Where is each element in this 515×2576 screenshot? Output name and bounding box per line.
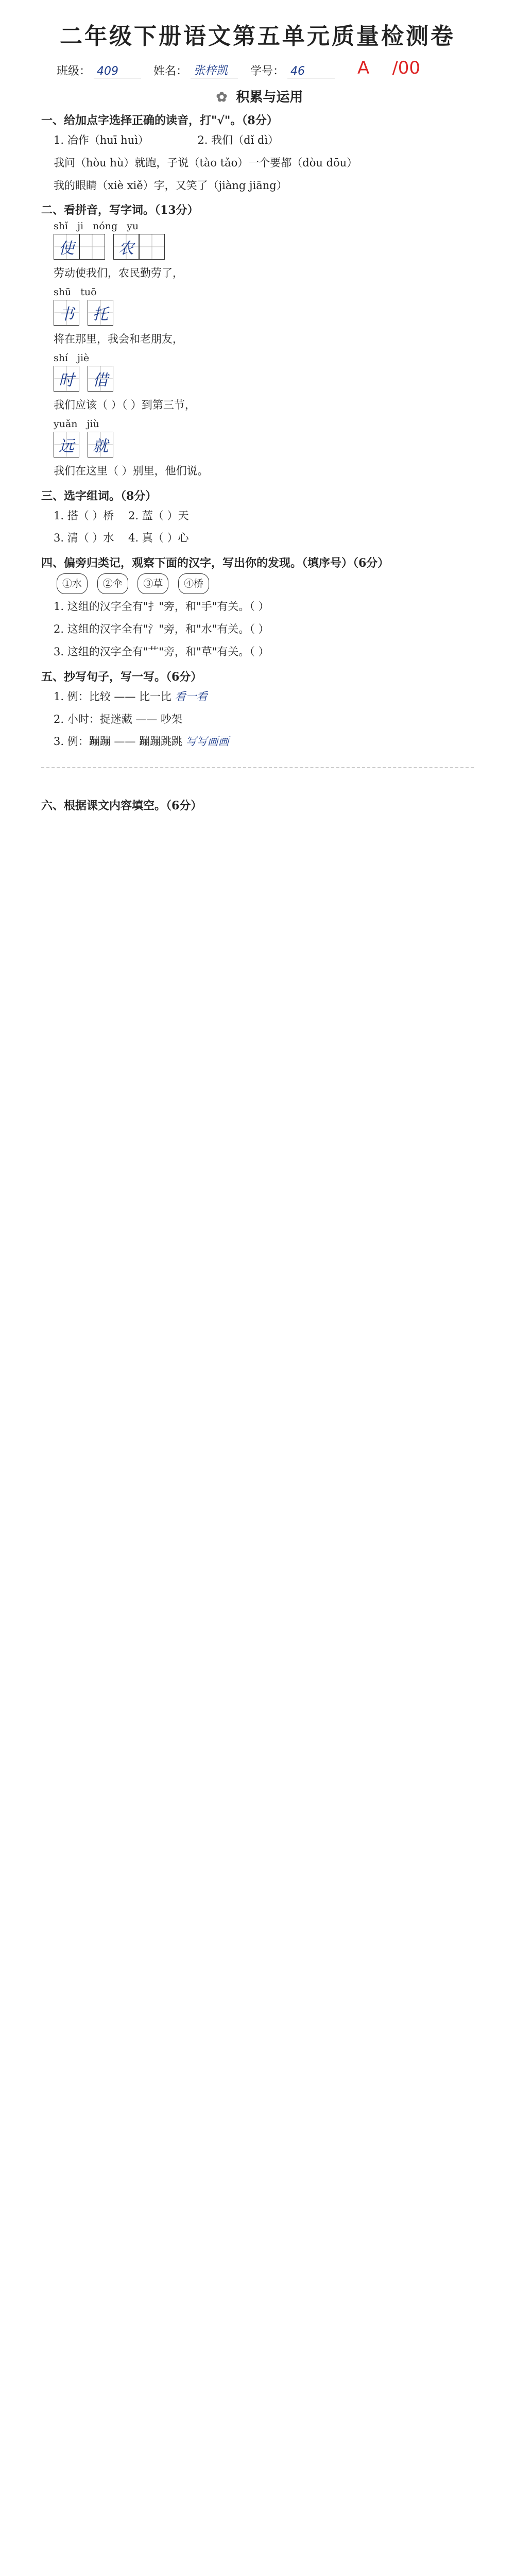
number-value[interactable]: 46 <box>287 65 335 78</box>
pinyin: shí <box>54 352 68 364</box>
page-title: 二年级下册语文第五单元质量检测卷 <box>60 23 455 49</box>
number-label: 学号： <box>250 65 285 78</box>
question-6-title: 六、根据课文内容填空。（6分） <box>41 799 202 813</box>
question-2-sentence-a: 劳动使我们，农民勤劳了， <box>54 267 183 280</box>
name-value[interactable]: 张梓凯 <box>191 62 238 78</box>
char-box[interactable]: 远 <box>54 432 79 457</box>
char-grid-row-b <box>54 300 474 326</box>
char-pair <box>113 234 165 260</box>
pinyin-row-c <box>54 352 474 364</box>
pinyin: tuō <box>80 286 97 298</box>
char-box[interactable] <box>139 234 165 260</box>
flower-icon: ✿ <box>216 90 228 105</box>
question-3-line-2: 3. 清（ ）水 4. 真（ ）心 <box>54 532 189 545</box>
handwritten-answer[interactable]: 写写画画 <box>185 735 229 748</box>
option-oval: ②伞 <box>97 573 128 594</box>
char-box[interactable]: 托 <box>88 300 113 326</box>
name-field <box>153 62 238 78</box>
number-field <box>250 62 335 78</box>
pinyin: jiè <box>77 352 90 364</box>
student-info <box>57 58 474 78</box>
char-grid-row-c <box>54 366 474 392</box>
pinyin: ji <box>77 221 84 232</box>
question-2-sentence-d: 我们在这里（ ）别里，他们说。 <box>54 464 209 477</box>
question-5-line-3-text: 3. 例：蹦蹦 —— 蹦蹦跳跳 <box>54 735 183 748</box>
question-2-sentence-c: 我们应该（ ）（ ）到第三节， <box>54 398 196 411</box>
char-box[interactable]: 借 <box>88 366 113 392</box>
grade-mark: A <box>357 58 370 78</box>
class-value[interactable]: 409 <box>94 65 141 78</box>
question-1-line-2: 我问（hòu hù）就跑，子说（tào tǎo）一个要都（dòu dōu） <box>54 156 358 169</box>
char-box[interactable] <box>79 234 105 260</box>
pinyin-row-d <box>54 418 474 430</box>
char-box[interactable]: 时 <box>54 366 79 392</box>
score-mark: /00 <box>392 58 421 78</box>
pinyin: shū <box>54 286 72 298</box>
char-grid-row-d <box>54 432 474 457</box>
option-oval: ③草 <box>138 573 168 594</box>
question-2-sentence-b: 将在那里，我会和老朋友， <box>54 333 183 346</box>
question-5-line-2: 2. 小时：捉迷藏 —— 吵架 <box>54 713 183 725</box>
question-4-options <box>54 573 474 594</box>
question-1-title: 一、给加点字选择正确的读音，打"√"。（8分） <box>41 114 278 127</box>
class-label: 班级： <box>57 65 91 78</box>
question-5-line-1 <box>54 687 474 707</box>
pinyin: shǐ <box>54 221 68 232</box>
option-oval: ④桥 <box>178 573 209 594</box>
question-5-title: 五、抄写句子，写一写。（6分） <box>41 670 202 684</box>
question-1-line-3: 我的眼睛（xiè xiě）字，又笑了（jiàng jiāng） <box>54 179 287 192</box>
char-grid-row-a <box>54 234 474 260</box>
pinyin: yu <box>127 221 139 232</box>
question-1-line-1: 1. 冶作（huī huì） 2. 我们（dǐ dì） <box>54 134 279 146</box>
char-box[interactable]: 农 <box>113 234 139 260</box>
question-4-line-3: 3. 这组的汉字全有"艹"旁，和"草"有关。（ ） <box>54 645 269 658</box>
question-4-line-1: 1. 这组的汉字全有"扌"旁，和"手"有关。（ ） <box>54 600 269 613</box>
pinyin: yuǎn <box>54 418 78 430</box>
handwritten-answer[interactable]: 看一看 <box>175 690 208 703</box>
option-oval: ①水 <box>57 573 88 594</box>
pinyin-row-b <box>54 286 474 298</box>
question-2-title: 二、看拼音，写字词。（13分） <box>41 204 199 217</box>
class-field <box>57 62 141 78</box>
question-4-line-2: 2. 这组的汉字全有"氵"旁，和"水"有关。（ ） <box>54 623 269 636</box>
question-5-line-3 <box>54 732 474 752</box>
char-box[interactable]: 书 <box>54 300 79 326</box>
question-3-title: 三、选字组词。（8分） <box>41 489 157 503</box>
char-box[interactable]: 使 <box>54 234 79 260</box>
pinyin: nóng <box>93 221 118 232</box>
page-divider <box>41 767 474 782</box>
question-4-title: 四、偏旁归类记，观察下面的汉字，写出你的发现。（填序号）（6分） <box>41 556 389 570</box>
char-box[interactable]: 就 <box>88 432 113 457</box>
pinyin-row-a <box>54 221 474 232</box>
exam-paper <box>21 0 494 813</box>
char-pair <box>54 234 105 260</box>
section-heading-text: 积累与运用 <box>236 90 303 105</box>
question-3-line-1: 1. 搭（ ）桥 2. 蓝（ ）天 <box>54 509 189 522</box>
pinyin: jiù <box>87 418 99 430</box>
section-heading <box>41 87 474 106</box>
name-label: 姓名： <box>153 65 188 78</box>
question-5-line-1-text: 1. 例：比较 —— 比一比 <box>54 690 172 703</box>
